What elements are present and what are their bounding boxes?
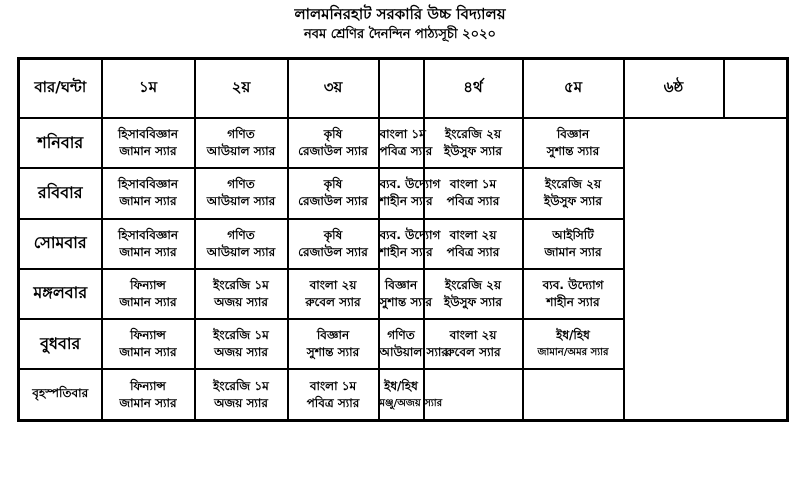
break-column — [379, 59, 424, 118]
subject-name: বিজ্ঞান — [316, 328, 350, 343]
teacher-name: অজয় স্যার — [214, 345, 268, 360]
day-label: বুধবার — [19, 319, 102, 369]
subject-name: ফিন্যান্স — [130, 277, 166, 292]
teacher-name: জামান স্যার — [119, 194, 177, 209]
teacher-name: জামান স্যার — [544, 244, 602, 259]
subject-name: কৃষি — [323, 127, 343, 142]
teacher-name: রেজাউল স্যার — [298, 194, 368, 209]
class-cell — [288, 219, 379, 269]
subject-name: কৃষি — [323, 177, 343, 192]
subject-name: ইংরেজি ২য় — [544, 177, 602, 192]
teacher-name: পবিত্র স্যার — [306, 395, 360, 410]
class-cell — [523, 319, 624, 369]
teacher-name: রুবেল স্যার — [445, 345, 501, 360]
period-header: ৩য় — [288, 59, 379, 118]
teacher-name: সুশান্ত স্যার — [546, 144, 600, 159]
teacher-name: রেজাউল স্যার — [298, 144, 368, 159]
subject-name: গণিত — [227, 177, 255, 192]
subject-name: বাংলা ১ম — [379, 127, 426, 142]
class-cell — [424, 118, 523, 168]
subject-name: ইংরেজি ১ম — [213, 277, 269, 292]
subject-name: বিজ্ঞান — [384, 277, 418, 292]
class-cell — [523, 219, 624, 269]
period-header: ১ম — [102, 59, 195, 118]
period-header: ২য় — [195, 59, 288, 118]
class-cell — [288, 269, 379, 319]
class-cell — [195, 269, 288, 319]
teacher-name: পবিত্র স্যার — [446, 194, 500, 209]
blank-column — [724, 59, 788, 118]
subject-name: বাংলা ১ম — [449, 177, 497, 192]
class-cell — [195, 219, 288, 269]
period-header: ৪র্থ — [424, 59, 523, 118]
teacher-name: শাহীন স্যার — [546, 294, 600, 309]
class-cell — [379, 118, 433, 168]
class-cell — [523, 118, 624, 168]
subject-name: গণিত — [387, 328, 415, 343]
class-cell — [379, 269, 432, 319]
class-cell — [424, 168, 523, 218]
subject-name: ইধ/হিধ — [384, 378, 418, 393]
period-header: ৫ম — [523, 59, 624, 118]
subject-name: আইসিটি — [552, 227, 594, 242]
class-cell — [102, 369, 195, 420]
day-label: সোমবার — [19, 219, 102, 269]
class-cell — [523, 168, 624, 218]
teacher-name: সুশান্ত স্যার — [306, 345, 360, 360]
subject-name: বাংলা ২য় — [449, 227, 497, 242]
teacher-name: রেজাউল স্যার — [298, 244, 368, 259]
teacher-name: শাহীন স্যার — [379, 244, 433, 259]
table-row — [19, 118, 788, 168]
day-label: শনিবার — [19, 118, 102, 168]
class-cell — [288, 369, 379, 420]
table-row — [19, 319, 788, 369]
class-cell — [424, 219, 523, 269]
corner-header: বার/ঘন্টা — [19, 59, 102, 118]
subject-name: বাংলা ২য় — [309, 277, 357, 292]
subject-name: হিসাববিজ্ঞান — [117, 127, 179, 142]
subject-name: গণিত — [227, 227, 255, 242]
class-cell — [102, 219, 195, 269]
teacher-name: জামান স্যার — [119, 294, 177, 309]
class-cell — [424, 369, 523, 420]
table-row — [19, 369, 788, 420]
class-cell — [523, 269, 624, 319]
subject-name: কৃষি — [323, 227, 343, 242]
subject-name: ফিন্যান্স — [130, 378, 166, 393]
period-header: ৬ষ্ঠ — [624, 59, 724, 118]
class-cell — [379, 219, 441, 269]
teacher-name: আউয়াল স্যার — [206, 194, 276, 209]
subject-name: গণিত — [227, 127, 255, 142]
class-cell — [195, 118, 288, 168]
class-cell — [288, 118, 379, 168]
school-name: লালমনিরহাট সরকারি উচ্চ বিদ্যালয় — [294, 5, 506, 23]
teacher-name: আউয়াল স্যার — [206, 144, 276, 159]
teacher-name: জামান স্যার — [119, 144, 177, 159]
subject-name: ইংরেজি ১ম — [213, 328, 269, 343]
teacher-name: জামান/অমর স্যার — [537, 347, 609, 359]
teacher-name: অজয় স্যার — [214, 395, 268, 410]
teacher-name: ইউসুফ স্যার — [444, 144, 502, 159]
teacher-name: জামান স্যার — [119, 244, 177, 259]
routine-subtitle: নবম শ্রেণির দৈনন্দিন পাঠ্যসূচী ২০২০ — [304, 27, 496, 42]
teacher-name: পবিত্র স্যার — [379, 144, 433, 159]
class-cell — [102, 168, 195, 218]
class-cell — [288, 319, 379, 369]
teacher-name: জামান স্যার — [119, 395, 177, 410]
subject-name: বাংলা ২য় — [449, 328, 497, 343]
teacher-name: ইউসুফ স্যার — [444, 294, 502, 309]
header-row — [19, 59, 788, 118]
subject-name: ব্যব. উদ্যোগ — [542, 277, 604, 292]
class-cell — [288, 168, 379, 218]
subject-name: ইংরেজি ২য় — [444, 277, 502, 292]
subject-name: ইংরেজি ১ম — [213, 378, 269, 393]
table-row — [19, 219, 788, 269]
day-label: রবিবার — [19, 168, 102, 218]
class-cell — [424, 269, 523, 319]
teacher-name: মঞ্জু/অজয় স্যার — [379, 397, 443, 409]
day-label: বৃহস্পতিবার — [19, 369, 102, 420]
teacher-name: জামান স্যার — [119, 345, 177, 360]
class-cell — [379, 369, 443, 420]
subject-name: ইধ/হিধ — [556, 328, 590, 343]
subject-name: ব্যব. উদ্যোগ — [379, 177, 441, 192]
class-cell — [379, 168, 441, 218]
teacher-name: পবিত্র স্যার — [446, 244, 500, 259]
table-row — [19, 269, 788, 319]
teacher-name: আউয়াল স্যার — [206, 244, 276, 259]
class-cell — [379, 319, 449, 369]
class-cell — [195, 369, 288, 420]
class-routine-table — [17, 57, 789, 422]
class-cell — [523, 369, 624, 420]
subject-name: হিসাববিজ্ঞান — [117, 227, 179, 242]
subject-name: ইংরেজি ২য় — [444, 127, 502, 142]
class-cell — [195, 168, 288, 218]
teacher-name: ইউসুফ স্যার — [544, 194, 602, 209]
teacher-name: সুশান্ত স্যার — [379, 294, 432, 309]
class-cell — [102, 319, 195, 369]
teacher-name: শাহীন স্যার — [379, 194, 433, 209]
class-cell — [195, 319, 288, 369]
teacher-name: রুবেল স্যার — [305, 294, 361, 309]
subject-name: ফিন্যান্স — [130, 328, 166, 343]
subject-name: ব্যব. উদ্যোগ — [379, 227, 441, 242]
day-label: মঙ্গলবার — [19, 269, 102, 319]
subject-name: হিসাববিজ্ঞান — [117, 177, 179, 192]
table-row — [19, 168, 788, 218]
class-cell — [102, 269, 195, 319]
subject-name: বাংলা ১ম — [309, 378, 357, 393]
teacher-name: আউয়াল স্যার — [379, 345, 449, 360]
subject-name: বিজ্ঞান — [556, 127, 590, 142]
class-cell — [102, 118, 195, 168]
teacher-name: অজয় স্যার — [214, 294, 268, 309]
